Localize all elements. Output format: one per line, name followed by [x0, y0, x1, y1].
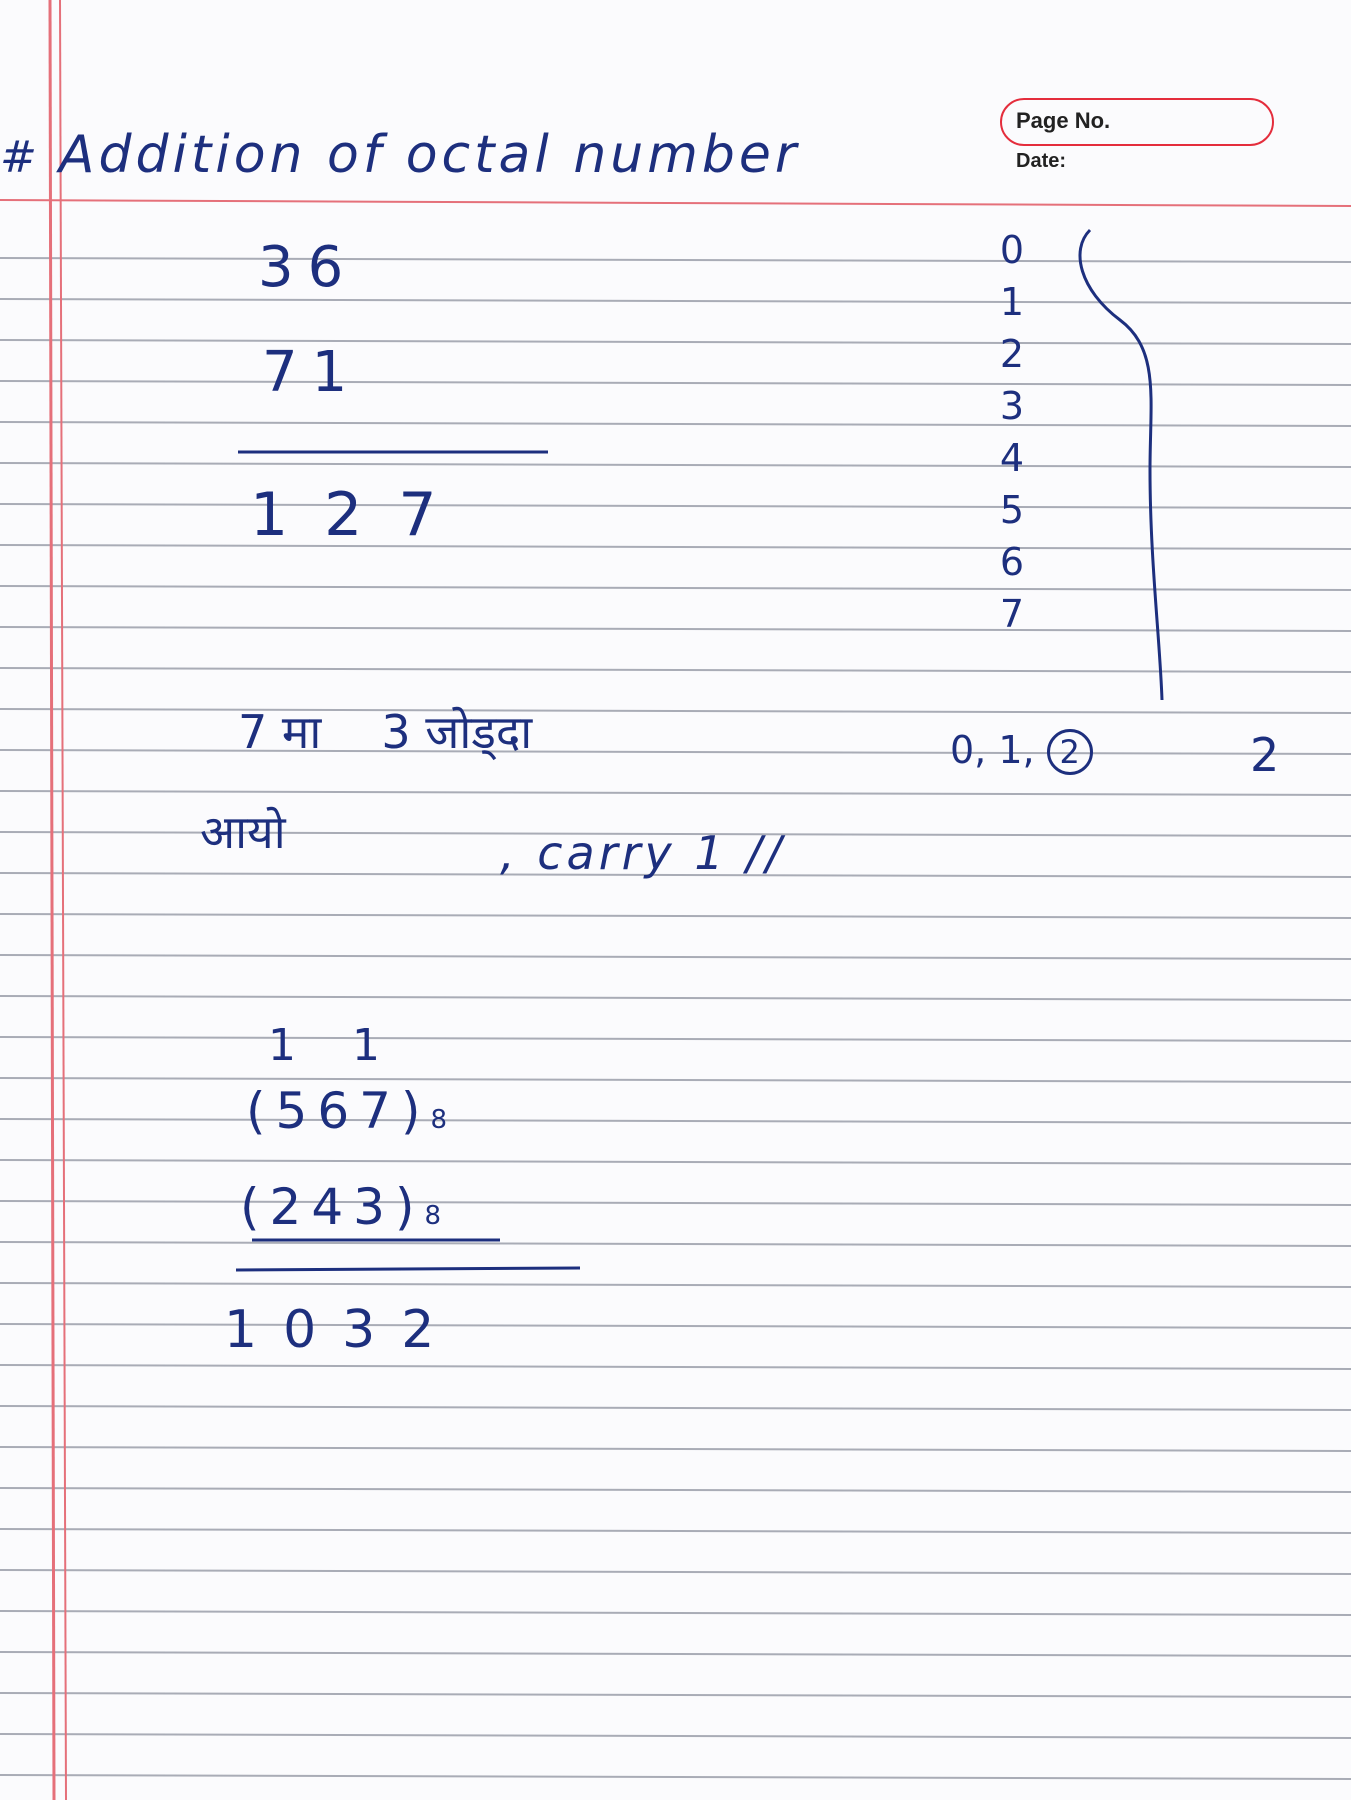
- page-no-label: Page No.: [1016, 108, 1111, 133]
- octal-digit: 4: [999, 436, 1025, 480]
- sequence-prefix: 0, 1,: [950, 728, 1035, 772]
- octal-digit: 0: [999, 228, 1025, 272]
- ruled-line: [0, 668, 1351, 672]
- octal-digit: 3: [999, 384, 1025, 428]
- carry-mark: 1: [268, 1020, 352, 1071]
- ruled-line: [0, 422, 1351, 426]
- hindi-phrase: 7 मा: [238, 705, 322, 759]
- ruled-lines: [0, 258, 1351, 1779]
- ruled-line: [0, 1365, 1351, 1369]
- ruled-line: [0, 340, 1351, 344]
- octal-digit: 5: [999, 488, 1025, 532]
- ruled-line: [0, 1570, 1351, 1574]
- explanation-line1: [238, 700, 592, 762]
- ruled-line: [0, 299, 1351, 303]
- ruled-line: [0, 1406, 1351, 1410]
- example2-operand2: [240, 1178, 441, 1236]
- ruled-line: [0, 1693, 1351, 1697]
- ruled-line: [0, 545, 1351, 549]
- ruled-line: [0, 1775, 1351, 1779]
- heading-hash: #: [0, 132, 41, 183]
- ruled-line: [0, 1201, 1351, 1205]
- ruled-line: [0, 1734, 1351, 1738]
- octal-digit-list: [992, 224, 1032, 640]
- heading-text: Addition of octal number: [58, 125, 801, 185]
- operand2-digits: (243): [240, 1178, 425, 1236]
- octal-digit: 2: [999, 332, 1025, 376]
- ruled-line: [0, 1488, 1351, 1492]
- octal-digit: 7: [999, 592, 1025, 636]
- ruled-line: [0, 1242, 1351, 1246]
- ruled-line: [0, 1447, 1351, 1451]
- ruled-line: [0, 1283, 1351, 1287]
- operand1-base: 8: [430, 1105, 447, 1135]
- example2-operand1: [246, 1082, 447, 1140]
- operand2-base: 8: [424, 1201, 441, 1231]
- ruled-line: [0, 1119, 1351, 1123]
- ruled-line: [0, 504, 1351, 508]
- ruled-line: [0, 1037, 1351, 1041]
- explanation-line2: आयो: [200, 805, 286, 859]
- octal-digit: 1: [999, 280, 1025, 324]
- ruled-line: [0, 1324, 1351, 1328]
- carry-marks: [268, 1020, 436, 1071]
- ruled-line: [0, 709, 1351, 713]
- example2-result: 1032: [224, 1300, 461, 1360]
- ruled-line: [0, 1160, 1351, 1164]
- ruled-line: [0, 955, 1351, 959]
- carry-mark: 1: [352, 1020, 436, 1071]
- operand1-digits: (567): [246, 1082, 431, 1140]
- ruled-line: [0, 463, 1351, 467]
- example1-operand1: 36: [258, 235, 358, 300]
- ruled-line: [0, 914, 1351, 918]
- octal-digit: 6: [999, 540, 1025, 584]
- heading: [0, 125, 800, 185]
- ruled-line: [0, 1652, 1351, 1656]
- ruled-line: [0, 996, 1351, 1000]
- ruled-line: [0, 586, 1351, 590]
- hindi-phrase: 3 जोड्दा: [381, 705, 533, 759]
- ruled-line: [0, 791, 1351, 795]
- sequence-circled-digit: 2: [1047, 729, 1093, 775]
- ruled-line: [0, 627, 1351, 631]
- counting-sequence: [950, 728, 1093, 775]
- ruled-line: [0, 1611, 1351, 1615]
- ruled-line: [0, 1078, 1351, 1082]
- ruled-line: [0, 750, 1351, 754]
- example1-operand2: 71: [262, 340, 362, 405]
- example1-result: 127: [250, 480, 473, 550]
- ruled-line: [0, 381, 1351, 385]
- date-label: Date:: [1016, 150, 1067, 172]
- sum-line-2: [236, 1268, 580, 1270]
- carry-note: , carry 1 //: [500, 826, 786, 880]
- sequence-result-digit: 2: [1250, 728, 1280, 782]
- ruled-line: [0, 1529, 1351, 1533]
- ruled-line: [0, 258, 1351, 262]
- header-rule: [0, 200, 1351, 206]
